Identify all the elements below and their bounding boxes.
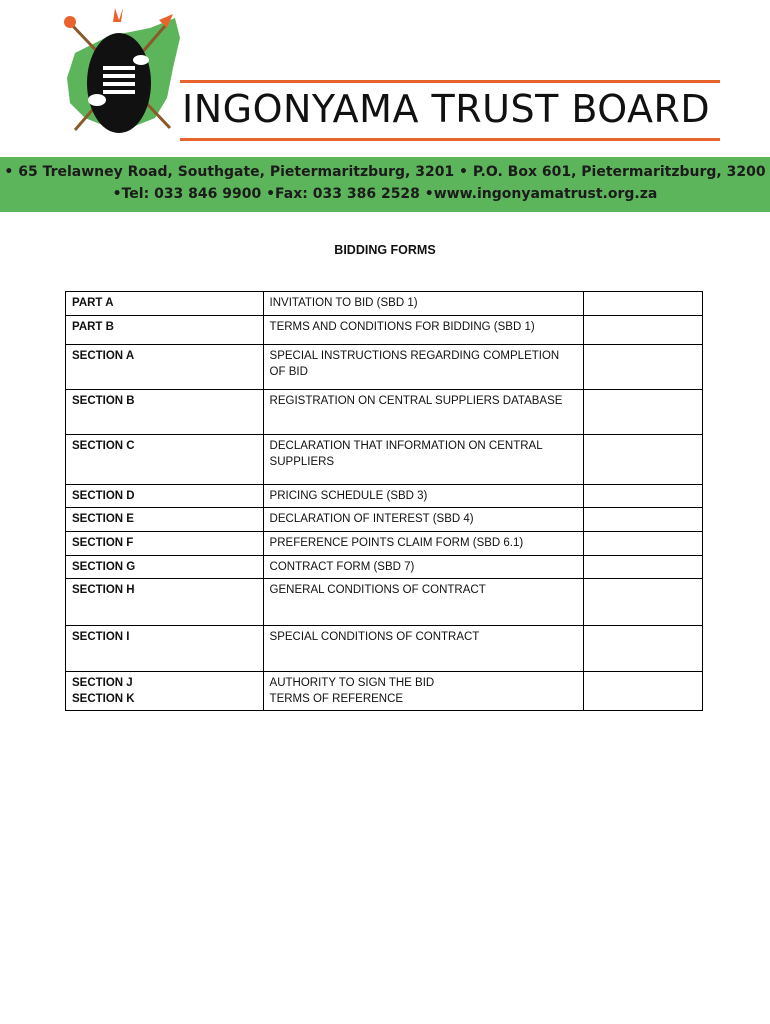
row-label: SECTION J	[66, 672, 264, 692]
table-row	[66, 691, 703, 711]
row-label: SECTION A	[66, 345, 264, 390]
row-description: TERMS OF REFERENCE	[263, 691, 584, 711]
row-label: SECTION C	[66, 435, 264, 485]
ingonyama-shield-logo	[55, 8, 185, 136]
table-row	[66, 435, 703, 485]
row-description: INVITATION TO BID (SBD 1)	[263, 292, 584, 316]
organisation-name: INGONYAMA TRUST BOARD	[182, 87, 711, 131]
row-blank-cell	[584, 672, 703, 692]
row-description: AUTHORITY TO SIGN THE BID	[263, 672, 584, 692]
row-label: SECTION E	[66, 508, 264, 532]
table-row	[66, 579, 703, 626]
row-blank-cell	[584, 390, 703, 435]
table-row	[66, 316, 703, 345]
table-row	[66, 292, 703, 316]
row-label: SECTION B	[66, 390, 264, 435]
table-row	[66, 345, 703, 390]
row-blank-cell	[584, 485, 703, 508]
row-label: SECTION G	[66, 556, 264, 579]
table-row	[66, 556, 703, 579]
row-blank-cell	[584, 316, 703, 345]
row-label: PART B	[66, 316, 264, 345]
row-description: SPECIAL CONDITIONS OF CONTRACT	[263, 626, 584, 672]
contact-band	[0, 157, 770, 212]
row-blank-cell	[584, 691, 703, 711]
row-description: DECLARATION THAT INFORMATION ON CENTRAL SUPPLIERS	[263, 435, 584, 485]
table-row	[66, 532, 703, 556]
row-label: SECTION K	[66, 691, 264, 711]
document-heading: BIDDING FORMS	[334, 243, 436, 257]
row-label: SECTION I	[66, 626, 264, 672]
row-description: REGISTRATION ON CENTRAL SUPPLIERS DATABASE	[263, 390, 584, 435]
row-description: TERMS AND CONDITIONS FOR BIDDING (SBD 1)	[263, 316, 584, 345]
row-label: SECTION F	[66, 532, 264, 556]
address-line: • 65 Trelawney Road, Southgate, Pietermaritzburg, 3201 • P.O. Box 601, Pietermaritzburg, 3200	[4, 164, 766, 180]
row-blank-cell	[584, 579, 703, 626]
row-blank-cell	[584, 532, 703, 556]
row-label: SECTION H	[66, 579, 264, 626]
row-label: PART A	[66, 292, 264, 316]
row-blank-cell	[584, 556, 703, 579]
row-blank-cell	[584, 292, 703, 316]
bidding-forms-table	[65, 291, 703, 711]
contact-line: •Tel: 033 846 9900 •Fax: 033 386 2528 •www.ingonyamatrust.org.za	[112, 186, 658, 202]
row-label: SECTION D	[66, 485, 264, 508]
row-blank-cell	[584, 626, 703, 672]
header-bottom-rule	[180, 138, 720, 141]
row-blank-cell	[584, 508, 703, 532]
row-description: DECLARATION OF INTEREST (SBD 4)	[263, 508, 584, 532]
row-description: GENERAL CONDITIONS OF CONTRACT	[263, 579, 584, 626]
row-description: CONTRACT FORM (SBD 7)	[263, 556, 584, 579]
table-row	[66, 390, 703, 435]
table-row	[66, 672, 703, 692]
row-description: PRICING SCHEDULE (SBD 3)	[263, 485, 584, 508]
table-row	[66, 485, 703, 508]
row-blank-cell	[584, 435, 703, 485]
row-description: SPECIAL INSTRUCTIONS REGARDING COMPLETION OF BID	[263, 345, 584, 390]
table-row	[66, 508, 703, 532]
header-top-rule	[180, 80, 720, 83]
row-description: PREFERENCE POINTS CLAIM FORM (SBD 6.1)	[263, 532, 584, 556]
row-blank-cell	[584, 345, 703, 390]
table-row	[66, 626, 703, 672]
